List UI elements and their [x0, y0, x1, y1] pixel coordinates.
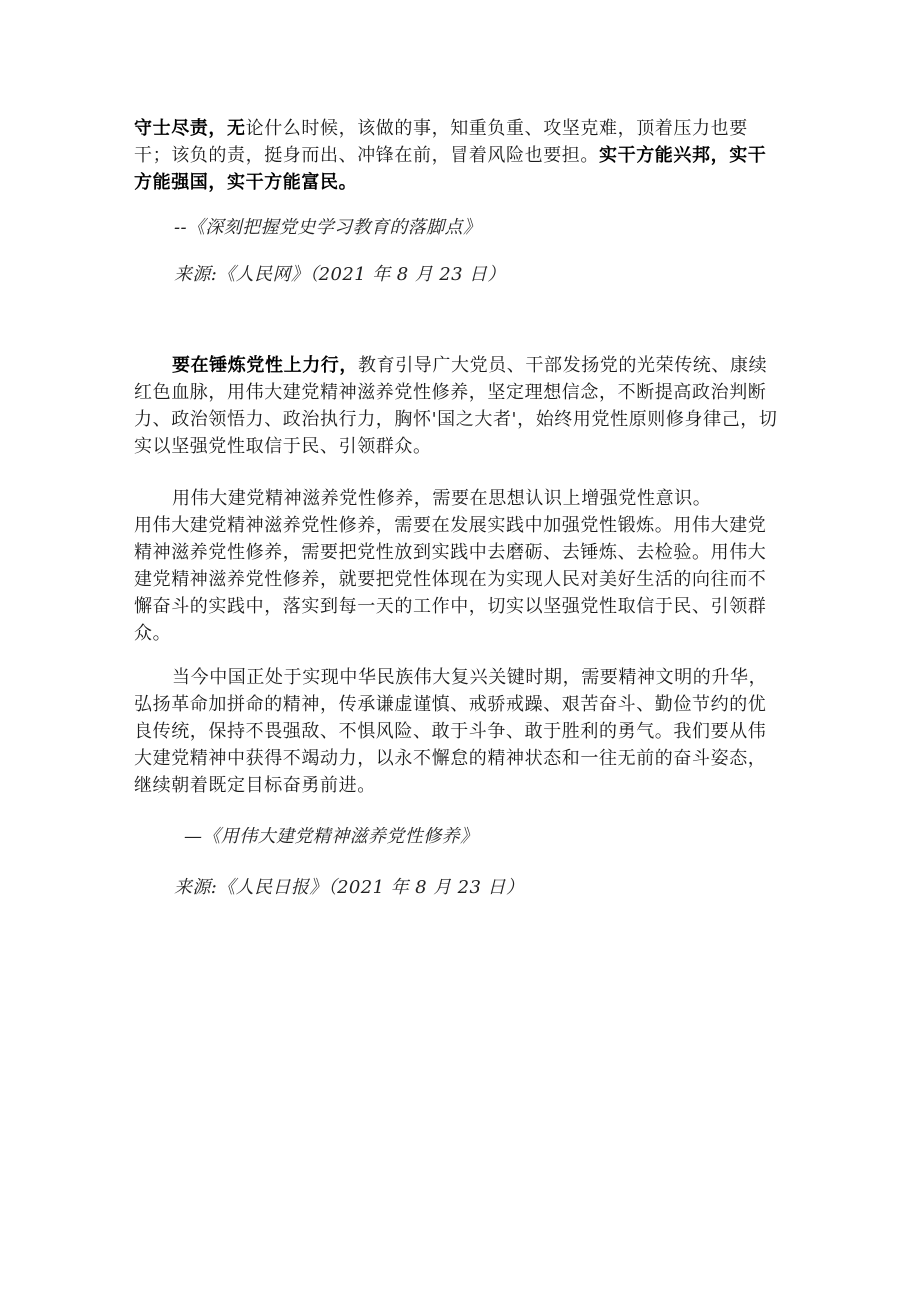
- paragraph-party-spirit-body: 教育引导广大党员、干部发扬党的光荣传统、康续红色血脉，用伟大建党精神滋养党性修养，坚定理想信念，不断提高政治判断力、政治领悟力、政治执行力，胸怀'国之大者'，始终用党性原则修身律己，切实以坚强党性取信于民、引领群众。: [134, 355, 778, 457]
- paragraph-rejuvenation: 当今中国正处于实现中华民族伟大复兴关键时期，需要精神文明的升华，弘扬革命加拼命的精神，传承谦虚谨慎、戒骄戒躁、艰苦奋斗、勤俭节约的优良传统，保持不畏强敌、不惧风险、敢于斗争、敢于胜利的勇气。我们要从伟大建党精神中获得不竭动力，以永不懈怠的精神状态和一往无前的奋斗姿态，继续朝着既定目标奋勇前进。: [134, 667, 768, 796]
- paragraph-party-spirit-bold-lead: 要在锤炼党性上力行，: [172, 355, 358, 376]
- paragraph-duty: [134, 115, 784, 196]
- paragraph-duty-bold-tail: 实干方能兴邦，实干方能强国，实干方能富民。: [134, 145, 767, 193]
- citation-title-2: —《用伟大建党精神滋养党性修养》: [184, 826, 479, 847]
- paragraph-cultivation-rest: 用伟大建党精神滋养党性修养，需要在发展实践中加强党性锻炼。用伟大建党精神滋养党性修养，需要把党性放到实践中去磨砺、去锤炼、去检验。用伟大建党精神滋养党性修养，就要把党性体现在为实现人民对美好生活的向往而不懈奋斗的实践中，落实到每一天的工作中，切实以坚强党性取信于民、引领群众。: [134, 515, 767, 644]
- paragraph-party-spirit: [134, 352, 784, 460]
- paragraph-cultivation: [134, 485, 784, 647]
- citation-title-1: --《深刻把握党史学习教育的落脚点》: [174, 217, 482, 238]
- paragraph-duty-body: 论什么时候，该做的事，知重负重、攻坚克难，顶着压力也要干；该负的责，挺身而出、冲锋在前，冒着风险也要担。: [134, 118, 748, 166]
- citation-source-2: 来源:《人民日报》（2021 年 8 月 23 日）: [174, 877, 525, 898]
- citation-source-1: 来源:《人民网》（2021 年 8 月 23 日）: [174, 264, 506, 285]
- paragraph-duty-bold-lead: 守士尽责，无: [134, 118, 246, 139]
- paragraph-cultivation-first-line: 用伟大建党精神滋养党性修养，需要在思想认识上增强党性意识。: [172, 488, 712, 509]
